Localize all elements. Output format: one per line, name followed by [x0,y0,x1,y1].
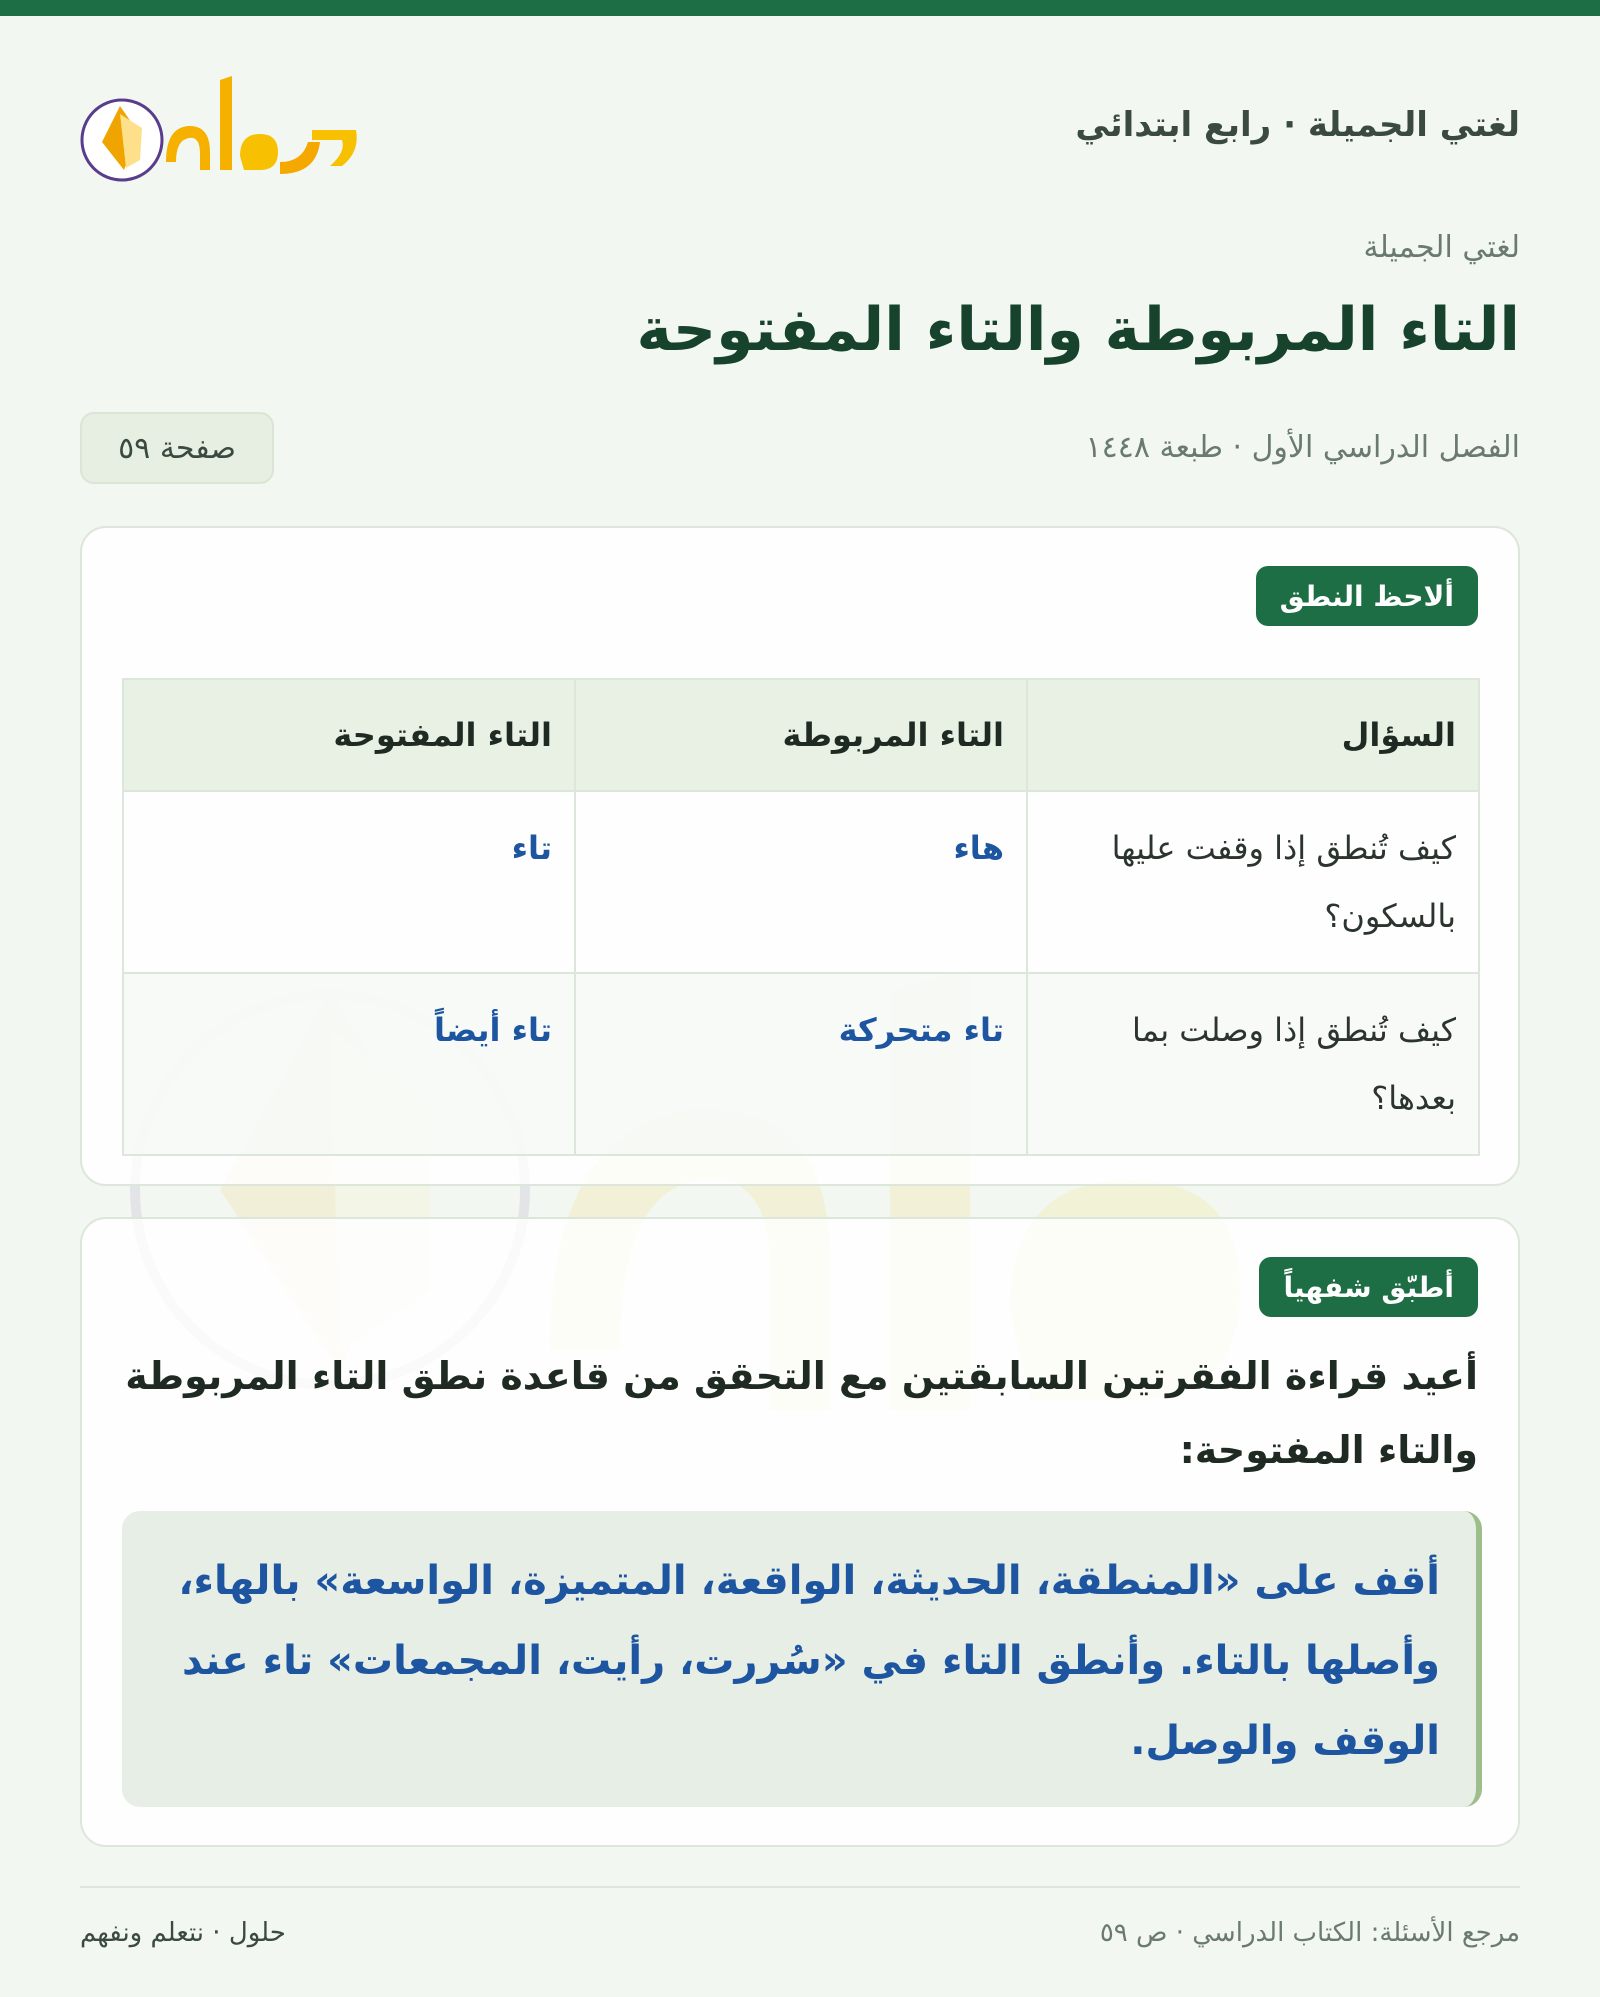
logo-icon[interactable] [80,70,360,195]
header-title: لغتي الجميلة · رابع ابتدائي [1075,105,1520,145]
exercise-instruction: أعيد قراءة الفقرتين السابقتين مع التحقق من قاعدة نطق التاء المربوطة والتاء المفتوحة: [125,1354,1478,1472]
page-number-badge: صفحة ٥٩ [80,412,274,484]
footer-source-reference: مرجع الأسئلة: الكتاب الدراسي · ص ٥٩ [1099,1918,1520,1948]
footer-divider [80,1886,1520,1888]
apply-orally-card [80,1217,1520,1847]
section-pill-apply: أطبّق شفهياً [1259,1257,1478,1317]
edition-meta: الفصل الدراسي الأول · طبعة ١٤٤٨ [1085,430,1520,465]
column-header-taa-marbuta: التاء المربوطة [575,679,1027,791]
answer-box: أقف على «المنطقة، الحديثة، الواقعة، المتميزة، الواسعة» بالهاء، وأصلها بالتاء. وأنطق التاء في «سُررت، رأيت، المجمعات» تاء عند الوقف والوصل. [122,1511,1482,1807]
question-cell: كيف تُنطق إذا وقفت عليها بالسكون؟ [1027,791,1479,973]
page-title: التاء المربوطة والتاء المفتوحة [636,295,1520,365]
top-accent-bar [0,0,1600,16]
column-header-taa-maftuha: التاء المفتوحة [123,679,575,791]
table-row [123,791,1479,973]
breadcrumb[interactable]: لغتي الجميلة [1363,230,1520,265]
table-row [123,973,1479,1155]
question-cell: كيف تُنطق إذا وصلت بما بعدها؟ [1027,973,1479,1155]
section-pill-observe: ألاحظ النطق [1256,566,1478,626]
observe-pronunciation-card [80,526,1520,1186]
answer-cell: تاء أيضاً [123,973,575,1155]
header [80,60,1520,200]
column-header-question: السؤال [1027,679,1479,791]
table-header-row [123,679,1479,791]
answer-cell: تاء متحركة [575,973,1027,1155]
footer-brand-tagline: حلول · نتعلم ونفهم [80,1918,286,1948]
answer-cell: تاء [123,791,575,973]
pronunciation-table [122,678,1480,1156]
answer-cell: هاء [575,791,1027,973]
